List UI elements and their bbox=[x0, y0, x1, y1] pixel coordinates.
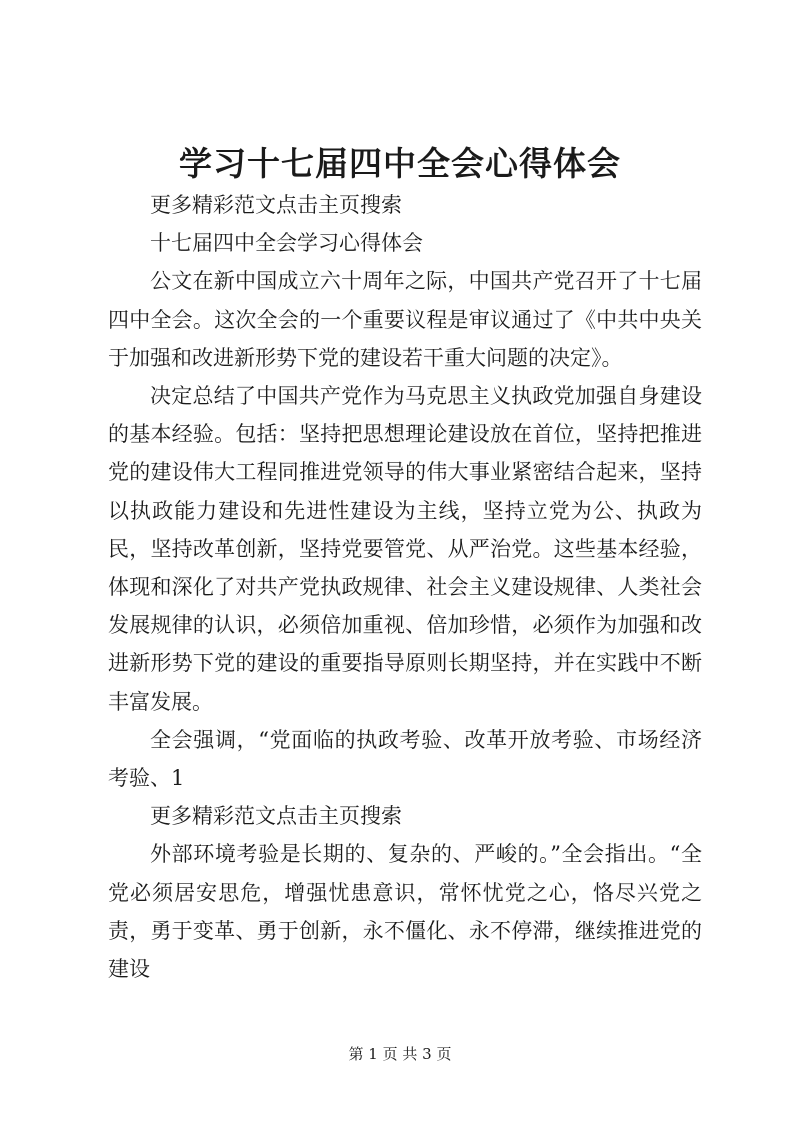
document-title: 学习十七届四中全会心得体会 bbox=[179, 144, 621, 183]
paragraph-intro: 公文在新中国成立六十周年之际，中国共产党召开了十七届四中全会。这次全会的一个重要议程是审议通过了《中共中央关于加强和改进新形势下党的建设若干重大问题的决定》。 bbox=[108, 269, 702, 370]
paragraph-promo: 更多精彩范文点击主页搜索 bbox=[150, 193, 402, 217]
page-footer: 第 1 页 共 3 页 bbox=[348, 1045, 452, 1063]
paragraph-experience: 决定总结了中国共产党作为马克思主义执政党加强自身建设的基本经验。包括：坚持把思想理论建设放在首位，坚持把推进党的建设伟大工程同推进党领导的伟大事业紧密结合起来，坚持以执政能力建设和先进性建设为主线，坚持立党为公、执政为民，坚持改革创新，坚持党要管党、从严治党。这些基本经验，体现和深化了对共产党执政规律、社会主义建设规律、人类社会发展规律的认识，必须倍加重视、倍加珍惜，必须作为加强和改进新形势下党的建设的重要指导原则长期坚持，并在实践中不断丰富发展。 bbox=[108, 384, 702, 714]
paragraph-continuation: 外部环境考验是长期的、复杂的、严峻的。”全会指出。“全党必须居安思危，增强忧患意识，常怀忧党之心，恪尽兴党之责，勇于变革、勇于创新，永不僵化、永不停滞，继续推进党的建设 bbox=[108, 842, 702, 982]
document-body bbox=[108, 186, 702, 988]
paragraph-subtitle: 十七届四中全会学习心得体会 bbox=[150, 231, 423, 256]
paragraph-promo-2: 更多精彩范文点击主页搜索 bbox=[150, 804, 402, 829]
paragraph-emphasis: 全会强调，“党面临的执政考验、改革开放考验、市场经济考验、1 bbox=[108, 727, 702, 791]
